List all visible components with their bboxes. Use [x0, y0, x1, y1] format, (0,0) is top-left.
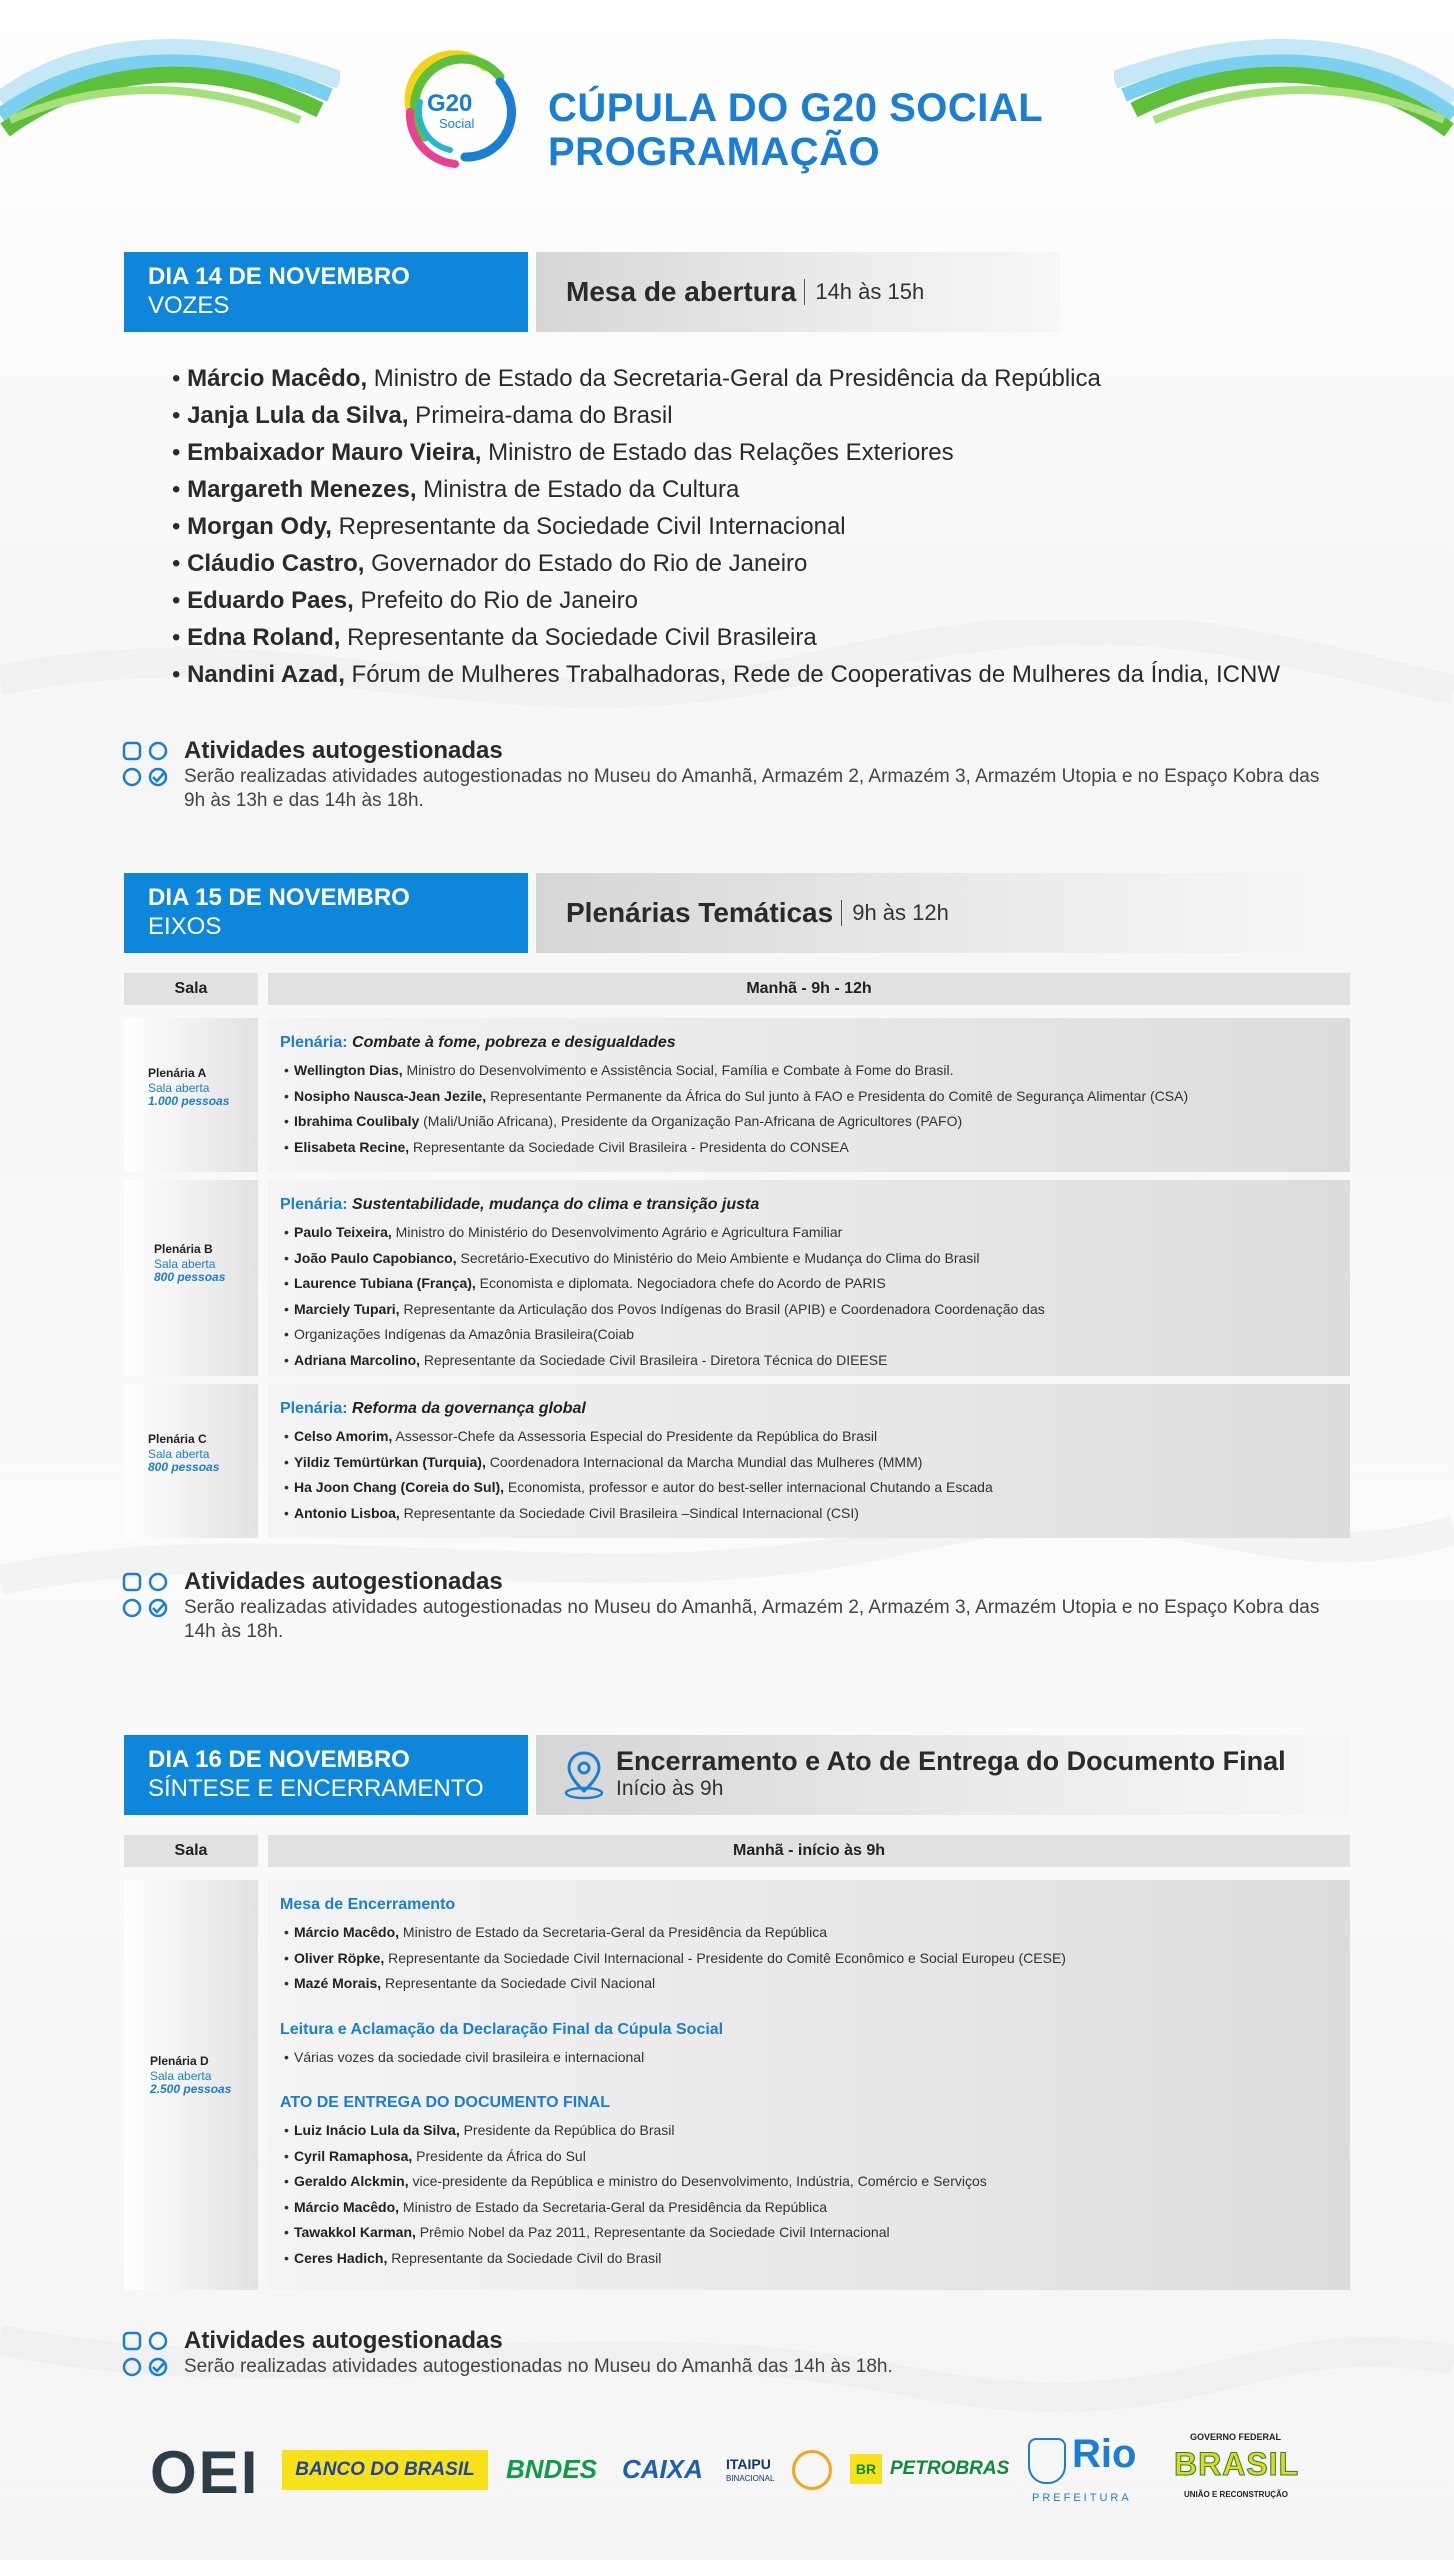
- plenaria-title: Plenária: Combate à fome, pobreza e desigualdades: [280, 1034, 676, 1051]
- day15-session-box: [536, 873, 1350, 953]
- day16-date-box: [124, 1735, 528, 1815]
- activities-icon: [122, 739, 172, 791]
- g20-social-logo: [395, 42, 525, 172]
- column-header-time: Manhã - 9h - 12h: [268, 973, 1350, 1005]
- list-item: • Marciely Tupari, Representante da Articulação dos Povos Indígenas do Brasil (APIB) e Coordenadora Coordenação das: [280, 1297, 1350, 1323]
- day16-header: [124, 1735, 1350, 1815]
- list-item: • João Paulo Capobianco, Secretário-Executivo do Ministério do Meio Ambiente e Mudança do Clima do Brasil: [280, 1246, 1350, 1272]
- color-swoosh-decoration: [0, 20, 340, 150]
- speaker-item: • Nandini Azad, Fórum de Mulheres Trabalhadoras, Rede de Cooperativas de Mulheres da Índia, ICNW: [172, 656, 1280, 693]
- list-item: • Celso Amorim, Assessor-Chefe da Assessoria Especial do Presidente da República do Brasil: [280, 1424, 1350, 1450]
- section-list: [280, 1920, 1350, 1997]
- day15-session-time: 9h às 12h: [852, 900, 949, 925]
- list-item: • Márcio Macêdo, Ministro de Estado da Secretaria-Geral da Presidência da República: [280, 1920, 1350, 1946]
- page-title: [548, 86, 1043, 174]
- column-header-sala: Sala: [124, 1835, 258, 1867]
- room-name: Plenária B: [154, 1242, 213, 1256]
- list-item: • Várias vozes da sociedade civil brasileira e internacional: [280, 2045, 1350, 2071]
- activities-text: Serão realizadas atividades autogestionadas no Museu do Amanhã, Armazém 2, Armazém 3, Armazém Utopia e no Espaço Kobra das 9h às 13h e das 14h às 18h.: [184, 766, 1320, 811]
- room-cell-plenaria-d: [124, 1880, 258, 2290]
- section-list: [280, 2118, 1350, 2271]
- activities-title: Atividades autogestionadas: [184, 1568, 503, 1595]
- list-item: • Oliver Röpke, Representante da Sociedade Civil Internacional - Presidente do Comitê Econômico e Social Europeu (CESE): [280, 1946, 1350, 1972]
- speaker-item: • Edna Roland, Representante da Sociedade Civil Brasileira: [172, 619, 1280, 656]
- list-item: • Laurence Tubiana (França), Economista e diplomata. Negociadora chefe do Acordo de PARIS: [280, 1271, 1350, 1297]
- room-status: Sala aberta: [148, 1081, 210, 1095]
- speaker-item: • Janja Lula da Silva, Primeira-dama do Brasil: [172, 397, 1280, 434]
- logo-text: G20: [427, 90, 473, 117]
- room-capacity: 1.000 pessoas: [148, 1094, 230, 1108]
- rio-prefeitura-logo: Rio PREFEITURA: [1028, 2432, 1148, 2510]
- plenaria-speaker-list: [280, 1424, 1350, 1526]
- section-list: [280, 2045, 1350, 2071]
- governo-federal-logo: GOVERNO FEDERAL BRASIL UNIÃO E RECONSTRUÇÃO: [1174, 2432, 1300, 2499]
- plenaria-title: Plenária: Sustentabilidade, mudança do clima e transição justa: [280, 1196, 760, 1213]
- petrobras-logo: BR PETROBRAS: [850, 2452, 1000, 2488]
- day14-session-title: Mesa de abertura: [566, 276, 797, 307]
- list-item: • Cyril Ramaphosa, Presidente da África do Sul: [280, 2144, 1350, 2170]
- day16-date: DIA 16 DE NOVEMBRO: [148, 1746, 410, 1773]
- plenaria-d-content: [268, 1880, 1350, 2290]
- room-capacity: 800 pessoas: [154, 1270, 226, 1284]
- list-item: • Yildiz Temürtürkan (Turquia), Coordenadora Internacional da Marcha Mundial das Mulheres (MMM): [280, 1450, 1350, 1476]
- divider: [804, 279, 805, 305]
- section-title-mesa-encerramento: Mesa de Encerramento: [280, 1896, 456, 1913]
- list-item: • Wellington Dias, Ministro do Desenvolvimento e Assistência Social, Família e Combate à Fome do Brasil.: [280, 1058, 1350, 1084]
- section-title-leitura: Leitura e Aclamação da Declaração Final da Cúpula Social: [280, 2020, 724, 2038]
- room-cell-plenaria-a: [124, 1018, 258, 1172]
- day14-header: [124, 252, 1350, 332]
- activities-text: Serão realizadas atividades autogestionadas no Museu do Amanhã, Armazém 2, Armazém 3, Armazém Utopia e no Espaço Kobra das 14h às 18h.: [184, 1597, 1320, 1642]
- list-item: • Antonio Lisboa, Representante da Sociedade Civil Brasileira –Sindical Internacional (CSI): [280, 1501, 1350, 1527]
- list-item: • Mazé Morais, Representante da Sociedade Civil Nacional: [280, 1971, 1350, 1997]
- plenaria-speaker-list: [280, 1058, 1350, 1160]
- day14-theme: VOZES: [148, 292, 230, 319]
- divider: [841, 900, 842, 926]
- plenaria-c-content: [268, 1384, 1350, 1538]
- list-item: • Márcio Macêdo, Ministro de Estado da Secretaria-Geral da Presidência da República: [280, 2195, 1350, 2221]
- title-line-2: PROGRAMAÇÃO: [548, 130, 881, 174]
- plenaria-a-content: [268, 1018, 1350, 1172]
- color-swoosh-decoration: [1114, 20, 1454, 150]
- room-status: Sala aberta: [154, 1257, 216, 1271]
- logo-subtext: Social: [439, 116, 475, 131]
- room-cell-plenaria-b: [124, 1180, 258, 1376]
- column-header-sala: Sala: [124, 973, 258, 1005]
- day14-session-time: 14h às 15h: [815, 279, 925, 304]
- day15-session-title: Plenárias Temáticas: [566, 897, 834, 928]
- plenaria-b-content: [268, 1180, 1350, 1376]
- room-status: Sala aberta: [148, 1447, 210, 1461]
- caixa-logo: CAIXA: [622, 2454, 703, 2484]
- speaker-item: • Margareth Menezes, Ministra de Estado da Cultura: [172, 471, 1280, 508]
- list-item: • Ceres Hadich, Representante da Sociedade Civil do Brasil: [280, 2246, 1350, 2272]
- day15-date: DIA 15 DE NOVEMBRO: [148, 884, 410, 911]
- day15-header: [124, 873, 1350, 953]
- list-item: • Luiz Inácio Lula da Silva, Presidente da República do Brasil: [280, 2118, 1350, 2144]
- list-item: • Geraldo Alckmin, vice-presidente da República e ministro do Desenvolvimento, Indústria, Comércio e Serviços: [280, 2169, 1350, 2195]
- room-cell-plenaria-c: [124, 1384, 258, 1538]
- list-item-continuation: • Organizações Indígenas da Amazônia Brasileira(Coiab: [280, 1322, 1350, 1348]
- room-capacity: 2.500 pessoas: [150, 2082, 232, 2096]
- activities-icon: [122, 2329, 172, 2381]
- banco-do-brasil-logo: BANCO DO BRASIL: [282, 2450, 488, 2490]
- list-item: • Paulo Teixeira, Ministro do Ministério do Desenvolvimento Agrário e Agricultura Familiar: [280, 1220, 1350, 1246]
- day15-date-box: [124, 873, 528, 953]
- title-line-1: CÚPULA DO G20 SOCIAL: [548, 86, 1044, 130]
- list-item: • Elisabeta Recine, Representante da Sociedade Civil Brasileira - Presidenta do CONSEA: [280, 1135, 1350, 1161]
- location-pin-icon: [556, 1747, 612, 1803]
- day16-session-time: Início às 9h: [616, 1777, 724, 1800]
- day16-session-box: [536, 1735, 1350, 1815]
- list-item: • Nosipho Nausca-Jean Jezile, Representante Permanente da África do Sul junto à FAO e Presidenta do Comitê de Segurança Alimentar (CSA): [280, 1084, 1350, 1110]
- speaker-item: • Embaixador Mauro Vieira, Ministro de Estado das Relações Exteriores: [172, 434, 1280, 471]
- speaker-item: • Eduardo Paes, Prefeito do Rio de Janeiro: [172, 582, 1280, 619]
- day15-theme: EIXOS: [148, 913, 222, 940]
- section-title-ato-entrega: ATO DE ENTREGA DO DOCUMENTO FINAL: [280, 2094, 611, 2111]
- oei-logo: OEI: [150, 2439, 260, 2506]
- list-item: • Ha Joon Chang (Coreia do Sul), Economista, professor e autor do best-seller internacional Chutando a Escada: [280, 1475, 1350, 1501]
- activities-text: Serão realizadas atividades autogestionadas no Museu do Amanhã das 14h às 18h.: [184, 2356, 893, 2377]
- day14-date: DIA 14 DE NOVEMBRO: [148, 263, 410, 290]
- plenaria-title: Plenária: Reforma da governança global: [280, 1400, 586, 1417]
- speaker-item: • Morgan Ody, Representante da Sociedade Civil Internacional: [172, 508, 1280, 545]
- room-name: Plenária A: [148, 1066, 207, 1080]
- room-status: Sala aberta: [150, 2069, 212, 2083]
- day16-session-title: Encerramento e Ato de Entrega do Documento Final: [616, 1746, 1286, 1776]
- list-item: • Ibrahima Coulibaly (Mali/União Africana), Presidente da Organização Pan-Africana de Agricultores (PAFO): [280, 1109, 1350, 1135]
- itaipu-logo: ITAIPU BINACIONAL: [722, 2448, 832, 2494]
- activities-title: Atividades autogestionadas: [184, 737, 503, 764]
- activities-icon: [122, 1570, 172, 1622]
- sponsor-logos-bar: [0, 2420, 1454, 2520]
- room-capacity: 800 pessoas: [148, 1460, 220, 1474]
- speaker-item: • Cláudio Castro, Governador do Estado do Rio de Janeiro: [172, 545, 1280, 582]
- activities-title: Atividades autogestionadas: [184, 2327, 503, 2354]
- day14-speaker-list: [172, 360, 1280, 693]
- day16-theme: SÍNTESE E ENCERRAMENTO: [148, 1775, 484, 1802]
- bndes-logo: BNDES: [506, 2454, 598, 2484]
- column-header-time: Manhã - início às 9h: [268, 1835, 1350, 1867]
- plenaria-speaker-list: [280, 1220, 1350, 1373]
- day14-date-box: [124, 252, 528, 332]
- room-name: Plenária C: [148, 1432, 207, 1446]
- list-item: • Adriana Marcolino, Representante da Sociedade Civil Brasileira - Diretora Técnica do DIEESE: [280, 1348, 1350, 1374]
- speaker-item: • Márcio Macêdo, Ministro de Estado da Secretaria-Geral da Presidência da República: [172, 360, 1280, 397]
- day14-session-box: [536, 252, 1060, 332]
- room-name: Plenária D: [150, 2054, 209, 2068]
- list-item: • Tawakkol Karman, Prêmio Nobel da Paz 2011, Representante da Sociedade Civil Internacional: [280, 2220, 1350, 2246]
